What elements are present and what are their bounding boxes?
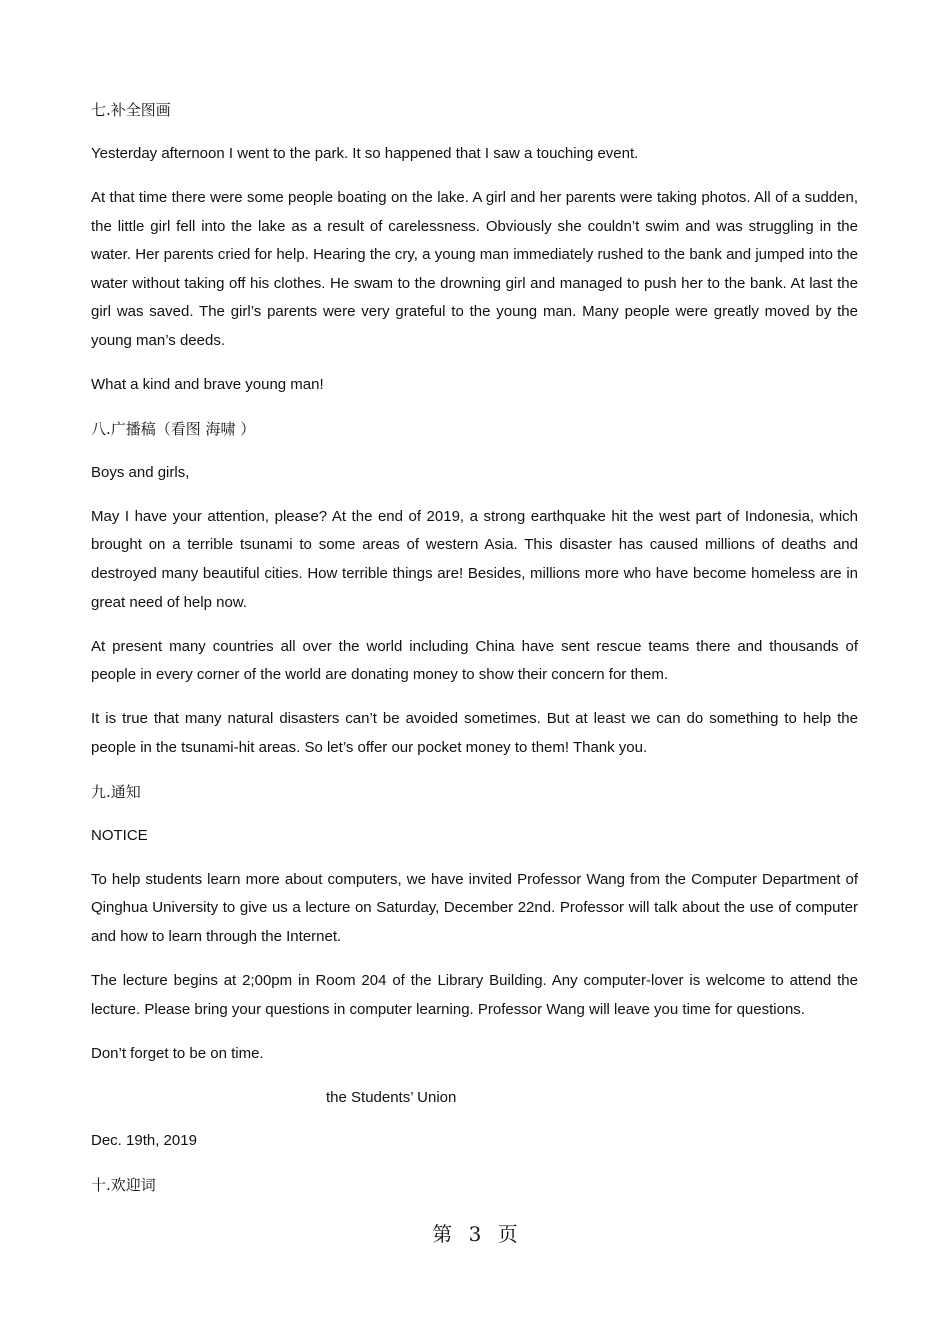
section-heading-10: 十.欢迎词 [91,1176,156,1195]
paragraph: May I have your attention, please? At the end of 2019, a strong earthquake hit the west part of Indonesia, which brought on a terrible tsunami to some areas of western Asia. This disaster has caused millions of deaths and destroyed many beautiful cities. How terrible things are! Besides, millions more who have become homeless are in great need of help now. [91,507,858,611]
page-suffix: 页 [497,1222,518,1246]
paragraph: At that time there were some people boating on the lake. A girl and her parents were taking photos. All of a sudden, the little girl fell into the lake as a result of carelessness. Obviously she couldn’t swim and was struggling in the water. Her parents cried for help. Hearing the cry, a young man immediately rushed to the bank and jumped into the water without taking off his clothes. He swam to the drowning girl and managed to push her to the bank. At last the girl was saved. The girl’s parents were very grateful to the young man. Many people were greatly moved by the young man’s deeds. [91,188,858,349]
paragraph: The lecture begins at 2;00pm in Room 204 of the Library Building. Any computer-lover is welcome to attend the lecture. Please bring your questions in computer learning. Professor Wang will leave you time for questions. [91,971,858,1018]
section-heading-9: 九.通知 [91,782,141,801]
paragraph: Don’t forget to be on time. [91,1044,264,1062]
paragraph: To help students learn more about computers, we have invited Professor Wang from the Computer Department of Qinghua University to give us a lecture on Saturday, December 22nd. Professor will talk about the use of computer and how to learn through the Internet. [91,870,858,945]
notice-date: Dec. 19th, 2019 [91,1132,197,1150]
paragraph: Yesterday afternoon I went to the park. It so happened that I saw a touching event. [91,144,639,162]
paragraph: What a kind and brave young man! [91,375,324,393]
paragraph: At present many countries all over the world including China have sent rescue teams there and thousands of people in every corner of the world are donating money to show their concern for them. [91,637,858,684]
salutation: Boys and girls, [91,463,190,481]
section-heading-7: 七.补全图画 [91,101,171,119]
notice-signature: the Students’ Union [326,1088,457,1106]
document-body [91,96,858,1215]
paragraph: It is true that many natural disasters can’t be avoided sometimes. But at least we can do something to help the people in the tsunami-hit areas. So let’s offer our pocket money to them! Thank you. [91,710,858,756]
section-heading-8: 八.广播稿（看图 海啸 ） [91,419,256,438]
page-number: 3 [468,1222,482,1246]
page-prefix: 第 [432,1222,453,1246]
page-footer [0,1219,950,1249]
notice-title: NOTICE [91,826,148,844]
